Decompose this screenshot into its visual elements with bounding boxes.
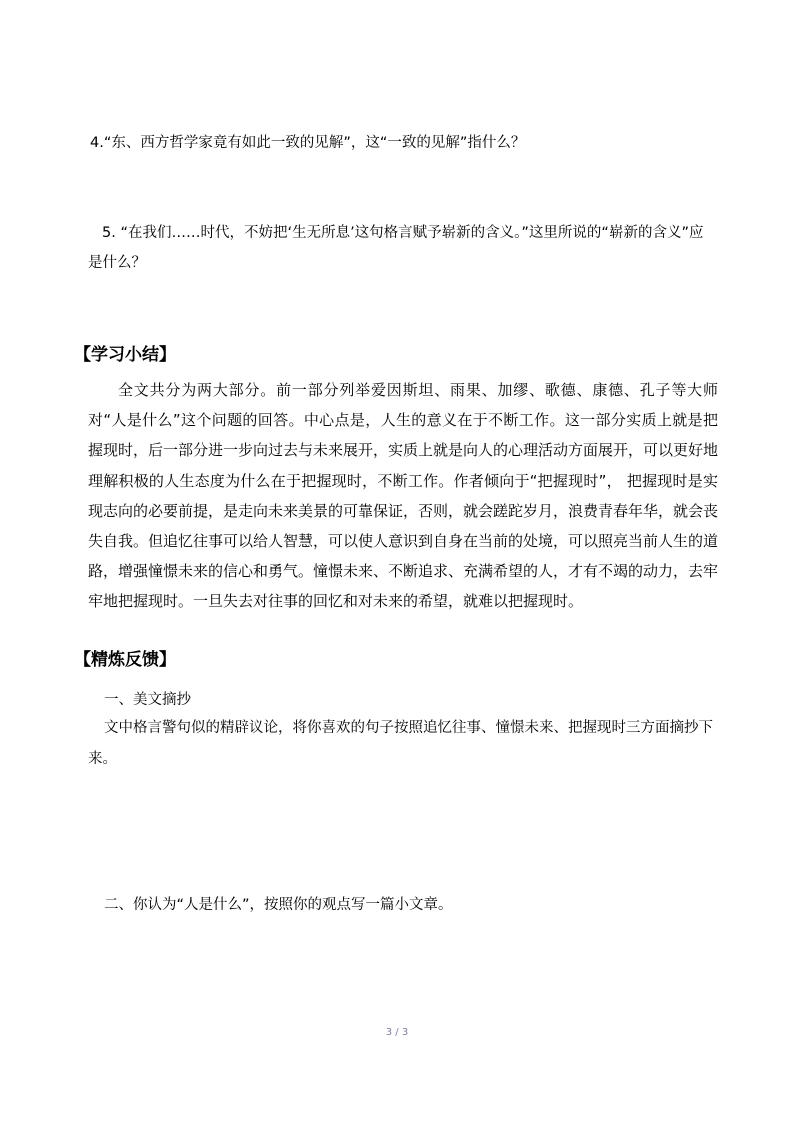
page-number: 3 / 3 xyxy=(385,1027,409,1038)
feedback-part2-heading: 二、你认为“人是什么”，按照你的观点写一篇小文章。 xyxy=(104,897,453,913)
feedback-title: 【精炼反馈】 xyxy=(74,650,176,670)
feedback-part1-body: 文中格言警句似的精辟议论，将你喜欢的句子按照追忆往事、憧憬未来、把握现时三方面摘抄下来。 xyxy=(88,720,713,767)
question-4: 4.“东、西方哲学家竟有如此一致的见解”，这“一致的见解”指什么？ xyxy=(90,135,526,151)
feedback-part1-heading: 一、美文摘抄 xyxy=(104,692,191,708)
summary-body: 全文共分为两大部分。前一部分列举爱因斯坦、雨果、加缪、歌德、康德、孔子等大师对“人是什么”这个问题的回答。中心点是，人生的意义在于不断工作。这一部分实质上就是把握现时，后一部分进一步向过去与未来展开，实质上就是向人的心理活动方面展开，可以更好地理解积极的人生态度为什么在于把握现时，不断工作。作者倾向于“把握现时”， 把握现时是实现志向的必要前提，是走向未来美景的可靠保证，否则，就会蹉跎岁月，浪费青春年华，就会丧失自我。但追忆往事可以给人智慧，可以使人意识到自身在当前的处境，可以照亮当前人生的道路，增强憧憬未来的信心和勇气。憧憬未来、不断追求、充满希望的人，才有不竭的动力，去牢牢地把握现时。一旦失去对往事的回忆和对未来的希望，就难以把握现时。 xyxy=(88,381,719,611)
summary-title: 【学习小结】 xyxy=(74,345,176,365)
question-5: 5. “在我们……时代，不妨把‘生无所息’这句格言赋予崭新的含义。”这里所说的“崭新的含义”应是什么？ xyxy=(88,225,704,271)
